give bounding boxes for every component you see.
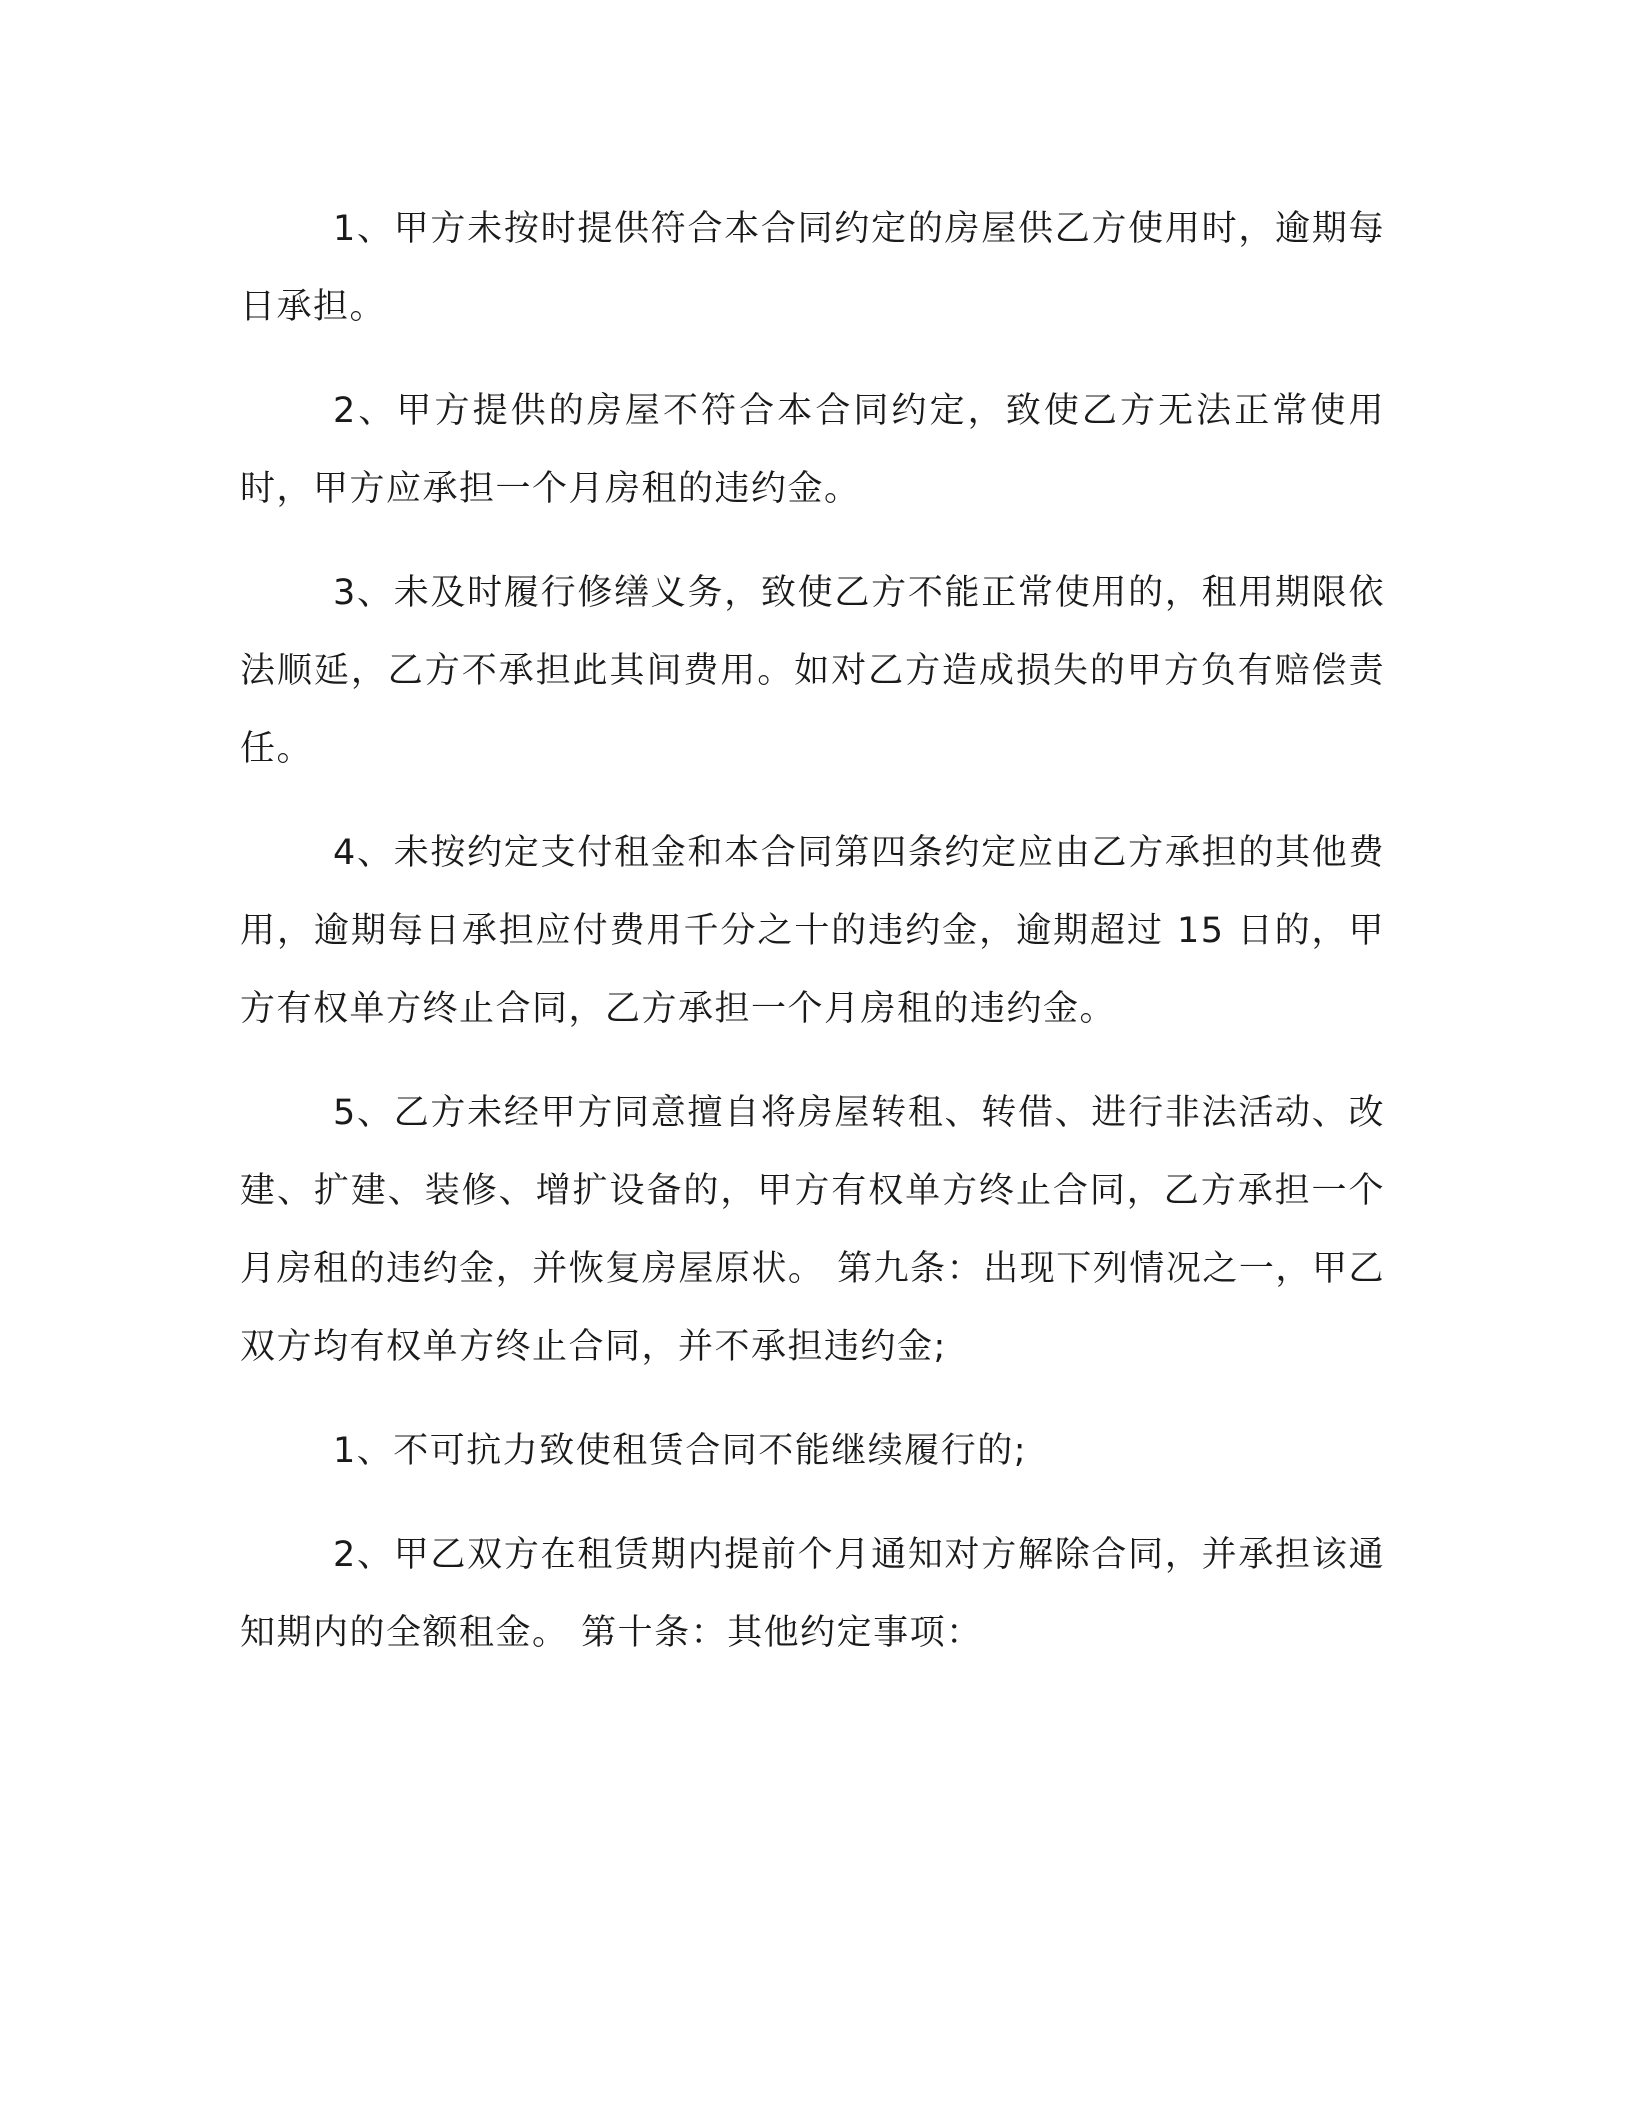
paragraph-clause-5: 5、乙方未经甲方同意擅自将房屋转租、转借、进行非法活动、改建、扩建、装修、增扩设备的，甲方有权单方终止合同，乙方承担一个月房租的违约金，并恢复房屋原状。 第九条：出现下列情况之一，甲乙双方均有权单方终止合同，并不承担违约金;	[240, 1093, 1385, 1367]
paragraph-clause-1: 1、甲方未按时提供符合本合同约定的房屋供乙方使用时，逾期每日承担。	[240, 209, 1385, 327]
paragraph-article-9-item-2: 2、甲乙双方在租赁期内提前个月通知对方解除合同，并承担该通知期内的全额租金。 第十条：其他约定事项：	[240, 1535, 1385, 1653]
document-body	[240, 190, 1385, 1672]
paragraph-clause-3: 3、未及时履行修缮义务，致使乙方不能正常使用的，租用期限依法顺延，乙方不承担此其间费用。如对乙方造成损失的甲方负有赔偿责任。	[240, 573, 1385, 769]
paragraph-article-9-item-1: 1、不可抗力致使租赁合同不能继续履行的;	[333, 1431, 1028, 1471]
paragraph-clause-2: 2、甲方提供的房屋不符合本合同约定，致使乙方无法正常使用时，甲方应承担一个月房租的违约金。	[240, 391, 1385, 509]
paragraph-clause-4: 4、未按约定支付租金和本合同第四条约定应由乙方承担的其他费用，逾期每日承担应付费用千分之十的违约金，逾期超过 15 日的，甲方有权单方终止合同，乙方承担一个月房租的违约金。	[240, 833, 1385, 1029]
